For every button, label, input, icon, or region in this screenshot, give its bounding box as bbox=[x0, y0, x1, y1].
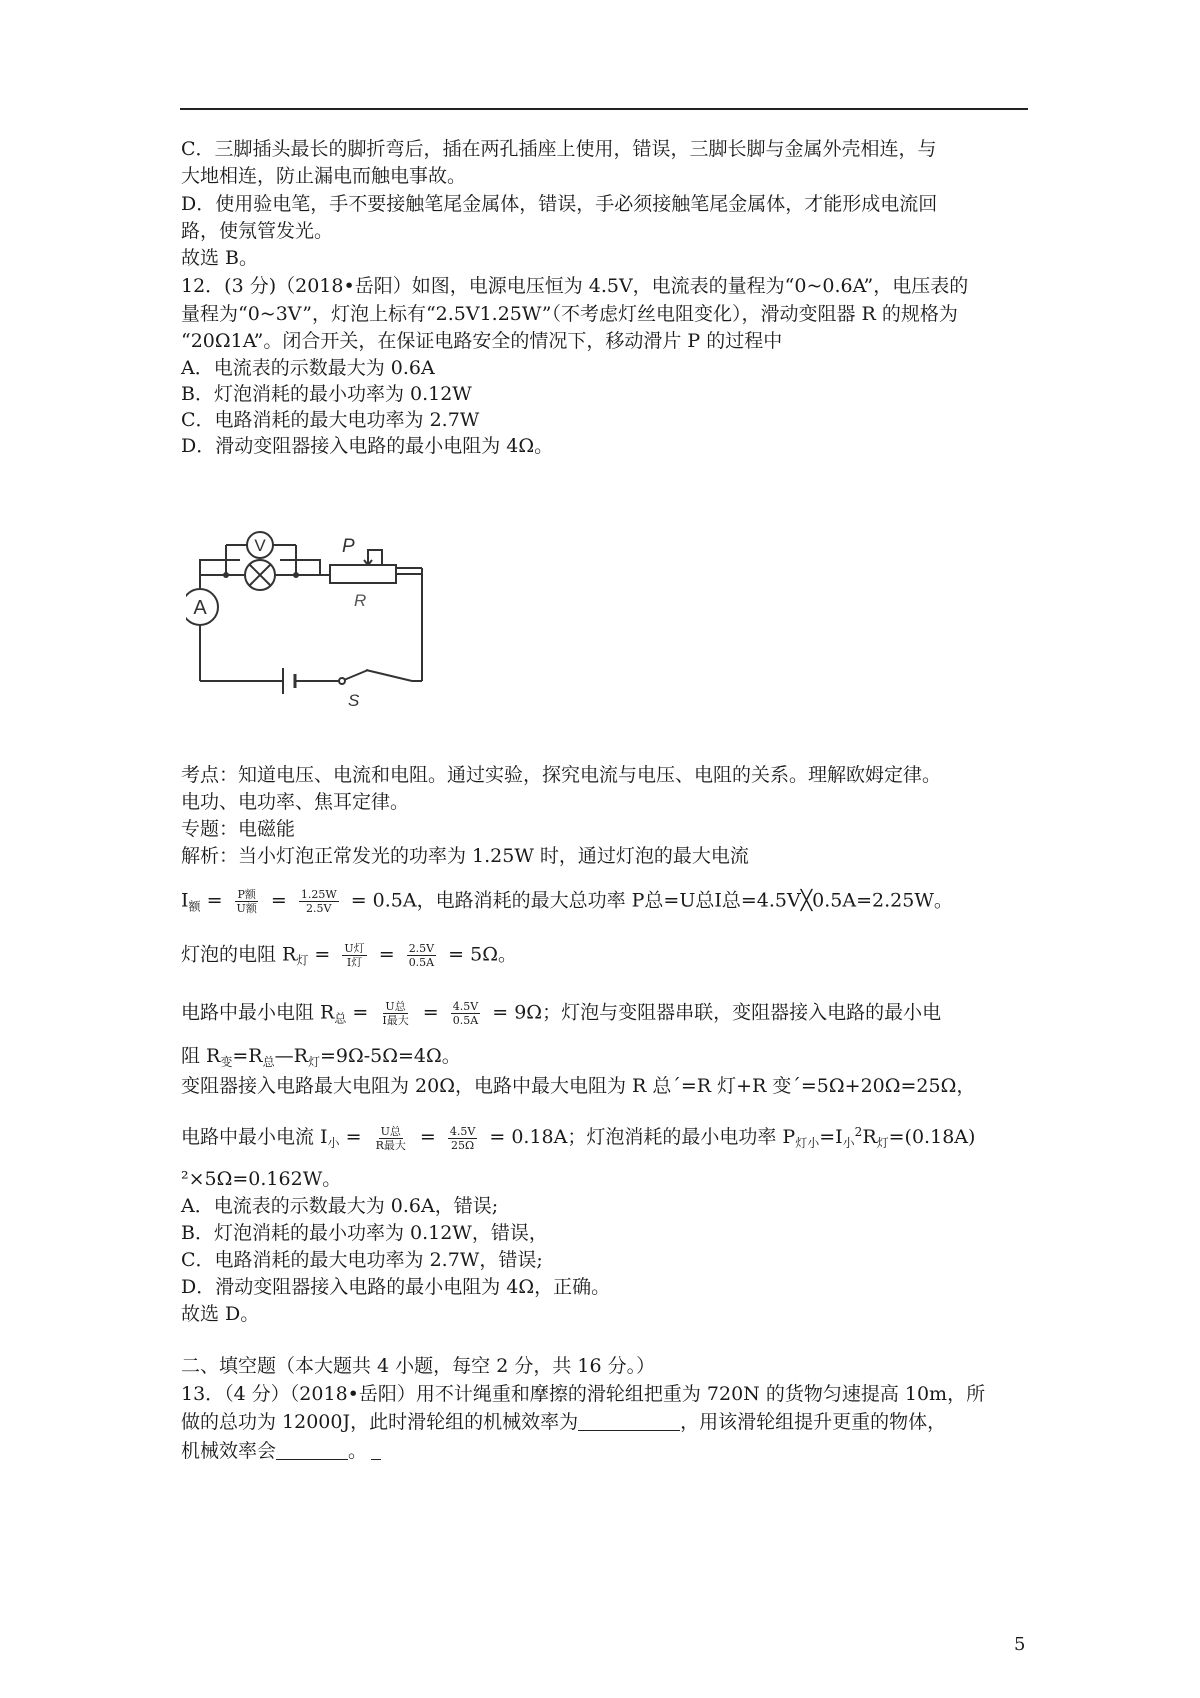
text-line: D．滑动变阻器接入电路的最小电阻为 4Ω，正确。 bbox=[181, 1276, 611, 1298]
text-line: 故选 D。 bbox=[181, 1303, 260, 1325]
header-rule bbox=[180, 108, 1028, 110]
resistor-icon bbox=[330, 565, 396, 583]
text-line: 做的总功为 12000J，此时滑轮组的机械效率为 ，用该滑轮组提升更重的物体， bbox=[181, 1411, 947, 1433]
text-line: 考点：知道电压、电流和电阻。通过实验，探究电流与电压、电阻的关系。理解欧姆定律。 bbox=[181, 764, 942, 786]
formula-line: $I_额$ = $\frac{\text{P额}}{\text{U额}}$ = $\frac{1.25W}{2.5V}$ = 0.5A，电路消耗的最大总功率 P总=U总I总=4.5V╳0.5A=2.25W。 bbox=[181, 888, 953, 915]
text-line: C．电路消耗的最大电功率为 2.7W，错误; bbox=[181, 1249, 543, 1271]
formula-line: 灯泡的电阻 $R_灯$ = $\frac{\text{U灯}}{\text{I灯}}$ = $\frac{2.5V}{0.5A}$ = 5Ω。 bbox=[181, 942, 517, 969]
answer-blank[interactable] bbox=[578, 1412, 680, 1431]
text-line: B．灯泡消耗的最小功率为 0.12W，错误， bbox=[181, 1222, 548, 1244]
text-line: ²×5Ω=0.162W。 bbox=[181, 1168, 342, 1190]
ammeter-label: A bbox=[193, 597, 207, 619]
text-line: 路，使氖管发光。 bbox=[181, 220, 334, 242]
text-line: “20Ω1A”。闭合开关，在保证电路安全的情况下，移动滑片 P 的过程中 bbox=[181, 330, 783, 352]
text-line: 电功、电功率、焦耳定律。 bbox=[181, 791, 410, 813]
switch-label: S bbox=[348, 691, 360, 710]
text-line: D．使用验电笔，手不要接触笔尾金属体，错误，手必须接触笔尾金属体，才能形成电流回 bbox=[181, 193, 938, 215]
circuit-diagram bbox=[186, 518, 446, 714]
voltmeter-label: V bbox=[254, 536, 266, 555]
option-a: A．电流表的示数最大为 0.6A bbox=[181, 357, 435, 379]
text-line: A．电流表的示数最大为 0.6A，错误; bbox=[181, 1195, 499, 1217]
text-line: 故选 B。 bbox=[181, 247, 259, 269]
answer-blank[interactable] bbox=[276, 1441, 348, 1460]
question-13: 13．（4 分）（2018•岳阳）用不计绳重和摩擦的滑轮组把重为 720N 的货物匀速提高 10m，所 bbox=[181, 1383, 986, 1405]
option-b: B．灯泡消耗的最小功率为 0.12W bbox=[181, 383, 472, 405]
option-c: C．电路消耗的最大电功率为 2.7W bbox=[181, 409, 480, 431]
answer-blank bbox=[371, 1441, 381, 1460]
question-12: 12．(3 分)（2018•岳阳）如图，电源电压恒为 4.5V，电流表的量程为“0~0.6A”，电压表的 bbox=[181, 275, 969, 297]
text-line: 专题：电磁能 bbox=[181, 818, 296, 840]
formula-line: 电路中最小电阻 $R_总$ = $\frac{\text{U总}}{\text{I最大}}$ = $\frac{4.5V}{0.5A}$ = 9Ω；灯泡与变阻器串联，变阻器接入电路的最小电 bbox=[181, 1000, 942, 1027]
text-line: 量程为“0~3V”，灯泡上标有“2.5V1.25W”（不考虑灯丝电阻变化），滑动变阻器 R 的规格为 bbox=[181, 303, 958, 325]
slider-label: P bbox=[342, 536, 355, 557]
text-line: 机械效率会 。 bbox=[181, 1439, 381, 1463]
section-heading: 二、填空题（本大题共 4 小题，每空 2 分，共 16 分。） bbox=[181, 1355, 656, 1377]
formula-line: 变阻器接入电路最大电阻为 20Ω，电路中最大电阻为 R 总´=R 灯+R 变´=5Ω+20Ω=25Ω， bbox=[181, 1075, 976, 1097]
page-number: 5 bbox=[1014, 1634, 1026, 1655]
text-line: 解析：当小灯泡正常发光的功率为 1.25W 时，通过灯泡的最大电流 bbox=[181, 845, 749, 867]
option-d: D．滑动变阻器接入电路的最小电阻为 4Ω。 bbox=[181, 435, 554, 457]
formula-line: 阻 $R_变=R_总—R_灯=9\Omega-5\Omega=4\Omega$。 bbox=[181, 1045, 461, 1069]
resistor-label: R bbox=[354, 591, 367, 610]
formula-line: 电路中最小电流 $I_小$ = $\frac{\text{U总}}{\text{R最大}}$ = $\frac{4.5V}{25\Omega}$ = 0.18A；灯泡消耗的最小电功率 $P_{灯小}=I_小^2R_灯=(0.18A)$ bbox=[181, 1124, 976, 1152]
text-line: C．三脚插头最长的脚折弯后，插在两孔插座上使用，错误，三脚长脚与金属外壳相连，与 bbox=[181, 138, 937, 160]
text-line: 大地相连，防止漏电而触电事故。 bbox=[181, 165, 467, 187]
